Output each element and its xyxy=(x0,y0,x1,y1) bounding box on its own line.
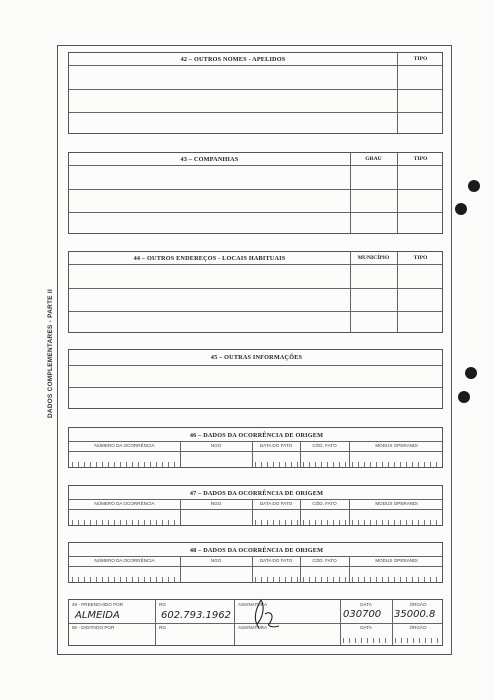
section-42-other-names xyxy=(68,52,443,134)
section-48-col-data-fato: DATA DO FATO xyxy=(259,558,293,563)
section-44-title: 44 – OUTROS ENDEREÇOS - LOCAIS HABITUAIS xyxy=(133,255,286,262)
rg-label-bottom: RG xyxy=(159,625,166,630)
rg-value: 602.793.1962 xyxy=(161,610,231,621)
data-label-top: DATA xyxy=(360,602,372,607)
rg-label-top: RG xyxy=(159,602,166,607)
handwritten-signature xyxy=(245,596,285,632)
section-44-col-tipo: TIPO xyxy=(413,255,428,261)
data-value: 030700 xyxy=(343,609,382,620)
section-47-col-modus: MODUS OPERANDI xyxy=(375,501,418,506)
orgao-label-top: ÓRGÃO xyxy=(409,602,427,607)
preenchido-label: 49 - PREENCHIDO POR xyxy=(72,602,124,607)
section-43-companions xyxy=(68,152,443,234)
preenchido-value: ALMEIDA xyxy=(75,610,120,621)
section-42-title: 42 – OUTROS NOMES - APELIDOS xyxy=(180,56,286,63)
section-46-title: 46 – DADOS DA OCORRÊNCIA DE ORIGEM xyxy=(189,432,324,439)
section-46-col-cod-fato: CÓD. FATO xyxy=(312,443,337,448)
section-43-title: 43 – COMPANHIAS xyxy=(180,156,239,163)
section-47-col-cod-fato: CÓD. FATO xyxy=(312,501,337,506)
binder-hole-2 xyxy=(455,203,467,215)
section-47-col-data-fato: DATA DO FATO xyxy=(259,501,293,506)
section-44-col-municipio: MUNICÍPIO xyxy=(357,255,390,261)
section-42-col-tipo: TIPO xyxy=(413,56,428,62)
section-47-occurrence xyxy=(68,485,443,526)
section-48-col-numero: NÚMERO DA OCORRÊNCIA xyxy=(94,558,155,563)
section-48-col-cod-fato: CÓD. FATO xyxy=(312,558,337,563)
section-47-col-numero: NÚMERO DA OCORRÊNCIA xyxy=(94,501,155,506)
orgao-label-bottom: ÓRGÃO xyxy=(409,625,427,630)
digitado-label: 50 - DIGITADO POR xyxy=(72,625,115,630)
binder-hole-1 xyxy=(468,180,480,192)
section-43-col-grau: GRAU xyxy=(365,156,382,162)
section-44-other-addresses xyxy=(68,251,443,333)
assinatura-label-bottom: ASSINATURA xyxy=(238,625,268,630)
section-46-col-modus: MODUS OPERANDI xyxy=(375,443,418,448)
section-47-title: 47 – DADOS DA OCORRÊNCIA DE ORIGEM xyxy=(189,490,324,497)
section-47-col-ngo: NGO xyxy=(210,501,222,506)
footer-signatures xyxy=(68,599,443,646)
section-48-occurrence xyxy=(68,542,443,583)
orgao-value: 35000.8 xyxy=(394,609,436,620)
sidebar-label: DADOS COMPLEMENTARES - PARTE II xyxy=(47,288,54,418)
data-label-bottom: DATA xyxy=(360,625,372,630)
section-45-title: 45 – OUTRAS INFORMAÇÕES xyxy=(210,354,303,361)
section-43-col-tipo: TIPO xyxy=(413,156,428,162)
section-46-col-numero: NÚMERO DA OCORRÊNCIA xyxy=(94,443,155,448)
binder-hole-4 xyxy=(458,391,470,403)
section-46-col-data-fato: DATA DO FATO xyxy=(259,443,293,448)
section-46-col-ngo: NGO xyxy=(210,443,222,448)
section-48-title: 48 – DADOS DA OCORRÊNCIA DE ORIGEM xyxy=(189,547,324,554)
section-48-col-modus: MODUS OPERANDI xyxy=(375,558,418,563)
section-48-col-ngo: NGO xyxy=(210,558,222,563)
section-45-other-info xyxy=(68,349,443,409)
assinatura-label-top: ASSINATURA xyxy=(238,602,268,607)
section-46-occurrence xyxy=(68,427,443,468)
binder-hole-3 xyxy=(465,367,477,379)
